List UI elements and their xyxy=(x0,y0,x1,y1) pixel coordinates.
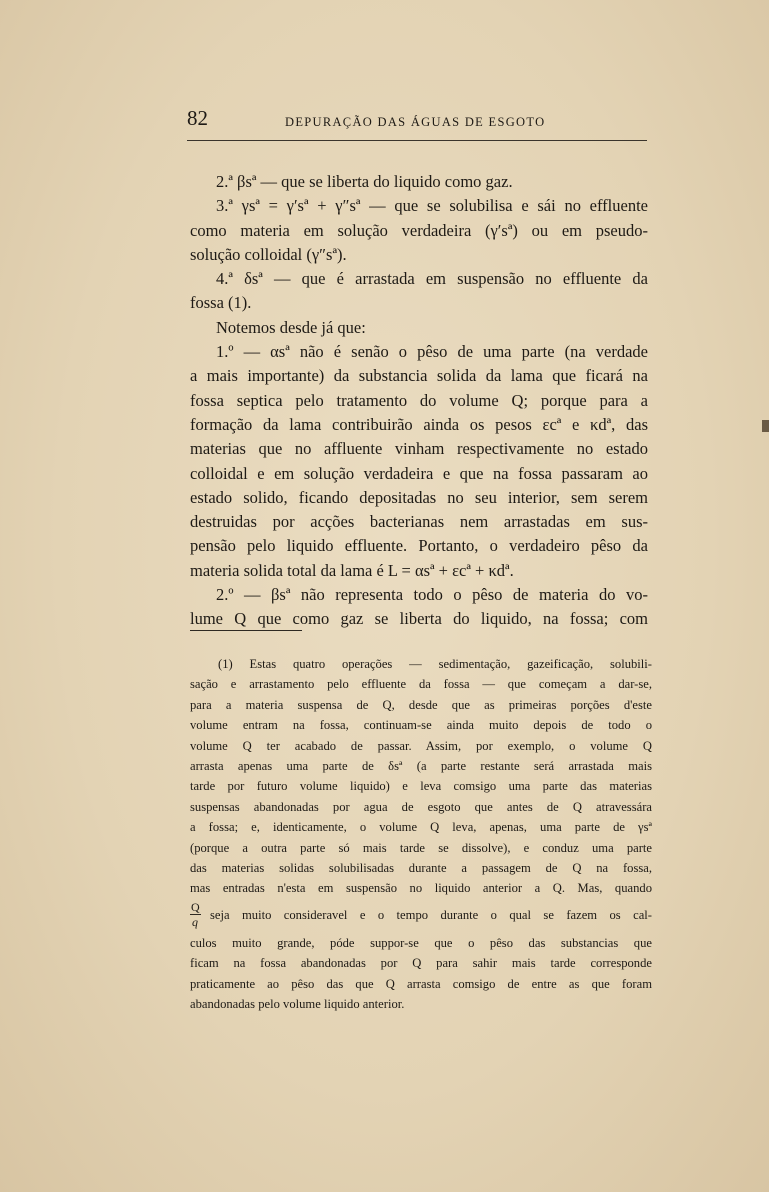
fraction-numerator: Q xyxy=(191,899,200,914)
footnote xyxy=(190,654,652,1015)
footnote-line: mas entradas n'esta em suspensão no liquido anterior a Q. Mas, quando xyxy=(190,881,652,896)
page-number: 82 xyxy=(187,106,208,130)
text-line: materia solida total da lama é L = αsª + εcª + κdª. xyxy=(190,560,514,580)
text-line: a mais importante) da substancia solida da lama que ficará na xyxy=(190,366,648,386)
footnote-line: tarde por futuro volume liquido) e leva comsigo uma parte das materias xyxy=(190,779,652,794)
footnote-line: sação e arrastamento pelo effluente da fossa — que começam a dar-se, xyxy=(190,677,652,692)
text-line: 3.ª γsª = γ′sª + γ″sª — que se solubilisa e sái no effluente xyxy=(216,196,648,216)
text-line: destruidas por acções bacterianas nem arrastadas em sus- xyxy=(190,512,648,532)
footnote-line: a fossa; e, identicamente, o volume Q leva, apenas, uma parte de γsª xyxy=(190,820,652,835)
footnote-line: para a materia suspensa de Q, desde que as primeiras porções d'este xyxy=(190,697,652,712)
main-text xyxy=(190,170,648,632)
footnote-line: volume Q ter acabado de passar. Assim, por exemplo, o volume Q xyxy=(190,738,652,753)
running-title: DEPURAÇÃO DAS ÁGUAS DE ESGOTO xyxy=(285,115,546,129)
text-line: solução colloidal (γ″sª). xyxy=(190,244,347,264)
text-line: 2.º — βsª não representa todo o pêso de materia do vo- xyxy=(216,585,648,605)
text-line: como materia em solução verdadeira (γ′sª) ou em pseudo- xyxy=(190,220,648,240)
footnote-line: praticamente ao pêso das que Q arrasta comsigo de entre as que foram xyxy=(190,976,652,991)
text-line: fossa (1). xyxy=(190,293,252,313)
text-line: Notemos desde já que: xyxy=(216,317,366,337)
footnote-line: (1) Estas quatro operações — sedimentação, gazeificação, solubili- xyxy=(218,657,652,671)
page-header xyxy=(187,106,647,141)
footnote-line: (porque a outra parte só mais tarde se dissolve), e conduz uma parte xyxy=(190,840,652,855)
text-line: lume Q que como gaz se liberta do liquido, na fossa; com xyxy=(190,609,648,629)
footnote-line: culos muito grande, póde suppor-se que o pêso das substancias que xyxy=(190,935,652,950)
footnote-line: seja muito consideravel e o tempo durante o qual se fazem os cal- xyxy=(210,907,652,922)
footnote-line: ficam na fossa abandonadas por Q para sahir mais tarde corresponde xyxy=(190,956,652,971)
footnote-line: arrasta apenas uma parte de δsª (a parte restante será arrastada mais xyxy=(190,759,652,774)
text-line: 1.º — αsª não é senão o pêso de uma parte (na verdade xyxy=(216,342,648,362)
footnote-line: suspensas abandonadas por agua de esgoto que antes de Q atravessára xyxy=(190,799,652,814)
footnote-fraction-line xyxy=(190,899,652,933)
fraction xyxy=(190,899,202,929)
text-line: 2.ª βsª — que se liberta do liquido como gaz. xyxy=(216,172,513,191)
footnote-rule xyxy=(190,630,302,631)
text-line: fossa septica pelo tratamento do volume Q; porque para a xyxy=(190,390,648,410)
text-line: formação da lama contribuirão ainda os pesos εcª e κdª, das xyxy=(190,414,648,434)
text-line: estado solido, ficando depositadas no seu interior, sem serem xyxy=(190,487,648,507)
footnote-line: volume entram na fossa, continuam-se ainda muito depois de todo o xyxy=(190,718,652,733)
footnote-line: das materias solidas solubilisadas durante a passagem de Q na fossa, xyxy=(190,861,652,876)
text-line: pensão pelo liquido effluente. Portanto, o verdadeiro pêso da xyxy=(190,536,648,556)
fraction-denominator: q xyxy=(192,914,198,929)
footnote-line: abandonadas pelo volume liquido anterior. xyxy=(190,997,405,1012)
page-edge-mark xyxy=(762,420,769,432)
text-line: materias que no affluente vinham respectivamente no estado xyxy=(190,439,648,459)
text-line: colloidal e em solução verdadeira e que na fossa passaram ao xyxy=(190,463,648,483)
text-line: 4.ª δsª — que é arrastada em suspensão no effluente da xyxy=(216,269,648,289)
